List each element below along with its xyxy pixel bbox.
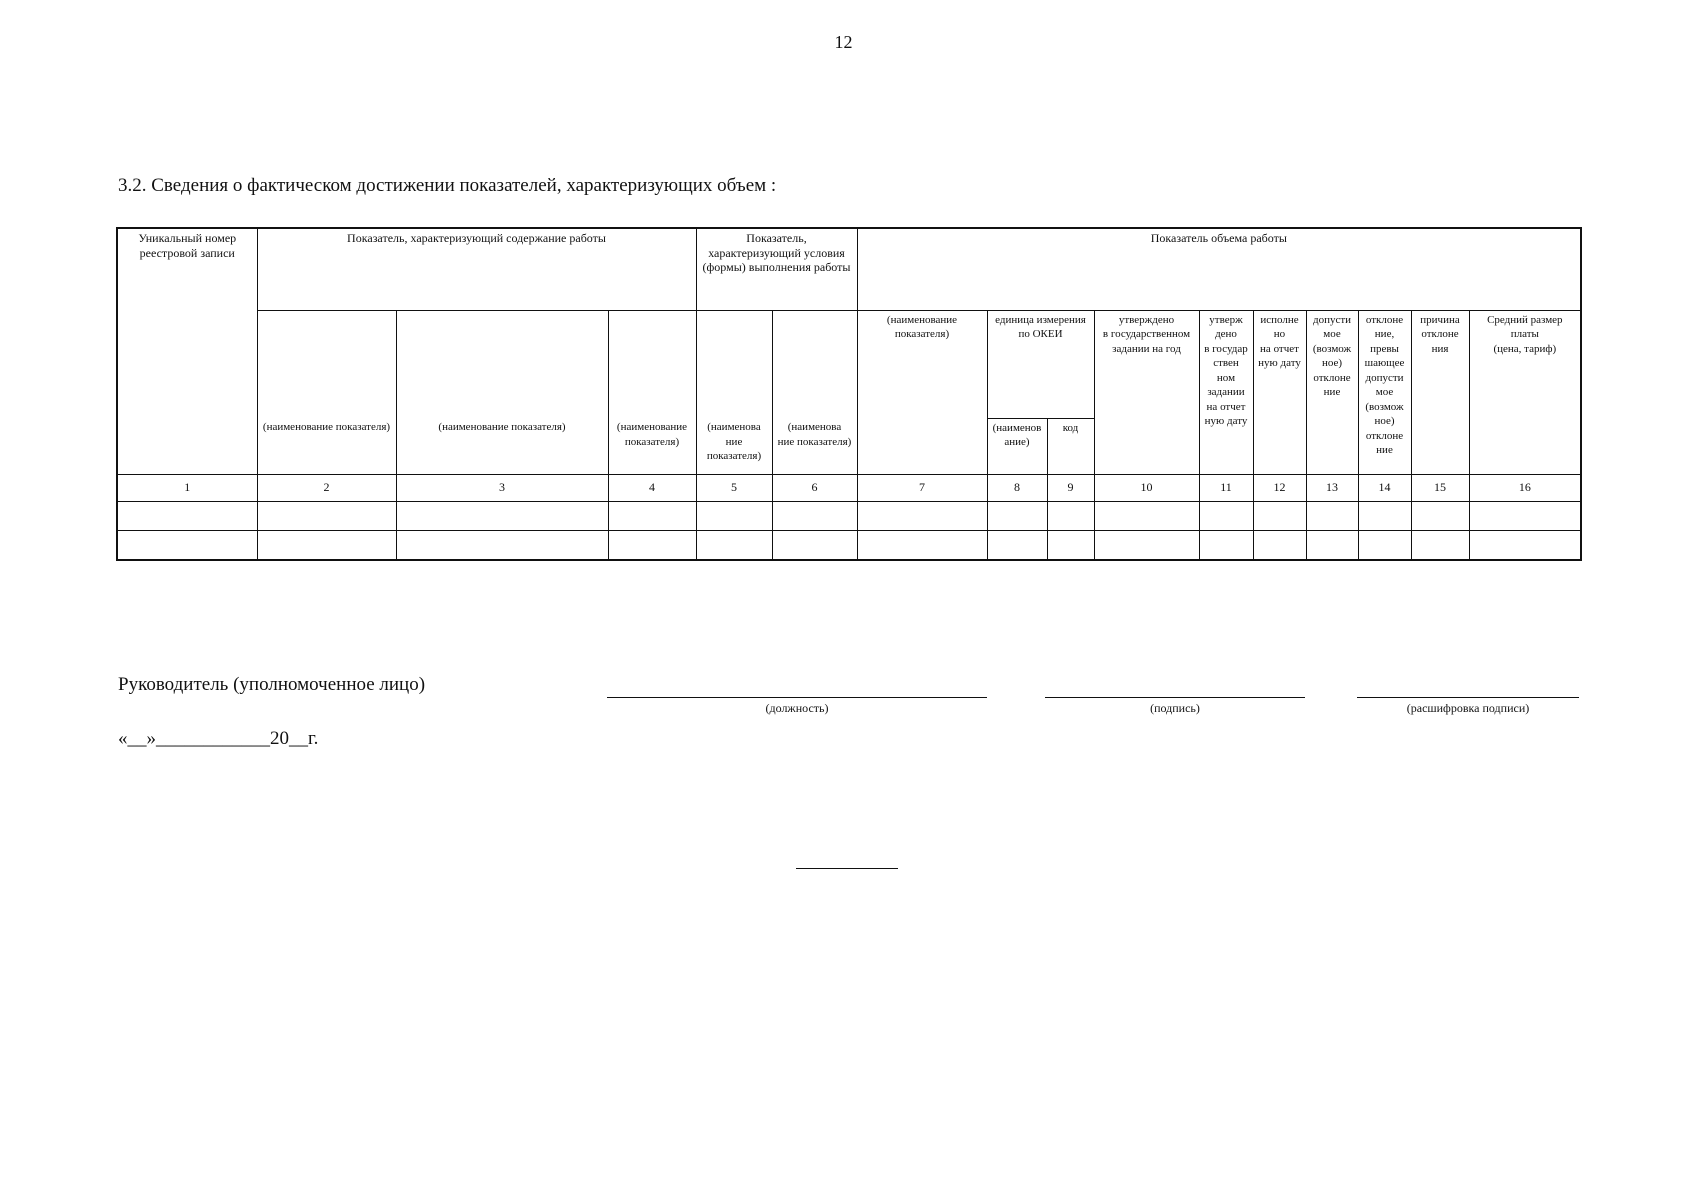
table-cell [772, 530, 857, 560]
header-okei-unit: единица измерения по ОКЕИ [987, 310, 1094, 418]
date-line: «__»____________20__г. [118, 728, 319, 749]
header-col14: отклоне ние, превы шающее допусти мое (возмож ное) отклоне ние [1358, 310, 1411, 474]
table-cell [396, 501, 608, 530]
table-cell [1469, 530, 1581, 560]
table-cell [117, 501, 257, 530]
header-col10: утверждено в государственном задании на год [1094, 310, 1199, 474]
header-col13: допусти мое (возмож ное) отклоне ние [1306, 310, 1358, 474]
volume-indicators-table [116, 227, 1582, 561]
position-caption: (должность) [765, 701, 829, 715]
table-cell [696, 501, 772, 530]
head-signer-label: Руководитель (уполномоченное лицо) [118, 674, 426, 695]
header-unique-record-number: Уникальный номер реестровой записи [117, 228, 257, 474]
section-title: 3.2. Сведения о фактическом достижении показателей, характеризующих объем : [118, 175, 777, 196]
table-cell [1253, 530, 1306, 560]
signature-field[interactable] [1045, 697, 1305, 716]
table-cell [396, 530, 608, 560]
header-content-indicator: Показатель, характеризующий содержание работы [257, 228, 696, 310]
header-col4: (наименование показателя) [608, 418, 696, 474]
table-cell [857, 530, 987, 560]
cell-blank-col6 [772, 310, 857, 418]
table-cell [772, 501, 857, 530]
column-number: 8 [987, 474, 1047, 501]
header-col8: (наименов ание) [987, 418, 1047, 474]
signature-decoding-field[interactable] [1357, 697, 1579, 716]
table-cell [117, 530, 257, 560]
column-number: 14 [1358, 474, 1411, 501]
table-cell [696, 530, 772, 560]
signature-decoding-caption: (расшифровка подписи) [1406, 701, 1530, 715]
header-condition-indicator: Показатель, характеризующий условия (формы) выполнения работы [696, 228, 857, 310]
column-number: 12 [1253, 474, 1306, 501]
column-number: 13 [1306, 474, 1358, 501]
table-cell [608, 501, 696, 530]
column-number: 16 [1469, 474, 1581, 501]
header-col15: причина отклоне ния [1411, 310, 1469, 474]
table-cell [1358, 530, 1411, 560]
header-col11: утверж дено в государ ствен ном задании на отчет ную дату [1199, 310, 1253, 474]
cell-blank-col5 [696, 310, 772, 418]
column-number: 1 [117, 474, 257, 501]
column-number: 4 [608, 474, 696, 501]
cell-blank-col4 [608, 310, 696, 418]
header-col3: (наименование показателя) [396, 418, 608, 474]
table-cell [257, 530, 396, 560]
table-cell [1199, 530, 1253, 560]
column-number: 5 [696, 474, 772, 501]
header-col9: код [1047, 418, 1094, 474]
cell-blank-col3 [396, 310, 608, 418]
column-number: 10 [1094, 474, 1199, 501]
table-cell [987, 530, 1047, 560]
table-row [117, 501, 1581, 530]
column-number: 7 [857, 474, 987, 501]
table-cell [1094, 501, 1199, 530]
table-cell [257, 501, 396, 530]
table-cell [1253, 501, 1306, 530]
column-number: 3 [396, 474, 608, 501]
table-row [117, 530, 1581, 560]
table-cell [1047, 501, 1094, 530]
header-col16: Средний размер платы (цена, тариф) [1469, 310, 1581, 474]
header-col6: (наименова ние показателя) [772, 418, 857, 474]
table-cell [1306, 530, 1358, 560]
table-cell [1469, 501, 1581, 530]
column-number: 11 [1199, 474, 1253, 501]
table-cell [987, 501, 1047, 530]
header-volume-indicator: Показатель объема работы [857, 228, 1581, 310]
table-cell [1306, 501, 1358, 530]
table-cell [1411, 501, 1469, 530]
table-cell [1094, 530, 1199, 560]
column-number: 6 [772, 474, 857, 501]
header-col5: (наименова ние показателя) [696, 418, 772, 474]
position-signature-field[interactable] [607, 697, 987, 716]
table-cell [1047, 530, 1094, 560]
header-col12: исполне но на отчет ную дату [1253, 310, 1306, 474]
cell-blank-col2 [257, 310, 396, 418]
signature-caption: (подпись) [1150, 701, 1200, 715]
table-cell [1411, 530, 1469, 560]
page-number: 12 [834, 32, 853, 52]
table-cell [857, 501, 987, 530]
column-number: 2 [257, 474, 396, 501]
table-cell [608, 530, 696, 560]
table-cell [1358, 501, 1411, 530]
end-divider [796, 868, 898, 869]
header-col7: (наименование показателя) [857, 310, 987, 474]
header-col2: (наименование показателя) [257, 418, 396, 474]
column-number-row [117, 474, 1581, 501]
table-cell [1199, 501, 1253, 530]
column-number: 9 [1047, 474, 1094, 501]
column-number: 15 [1411, 474, 1469, 501]
